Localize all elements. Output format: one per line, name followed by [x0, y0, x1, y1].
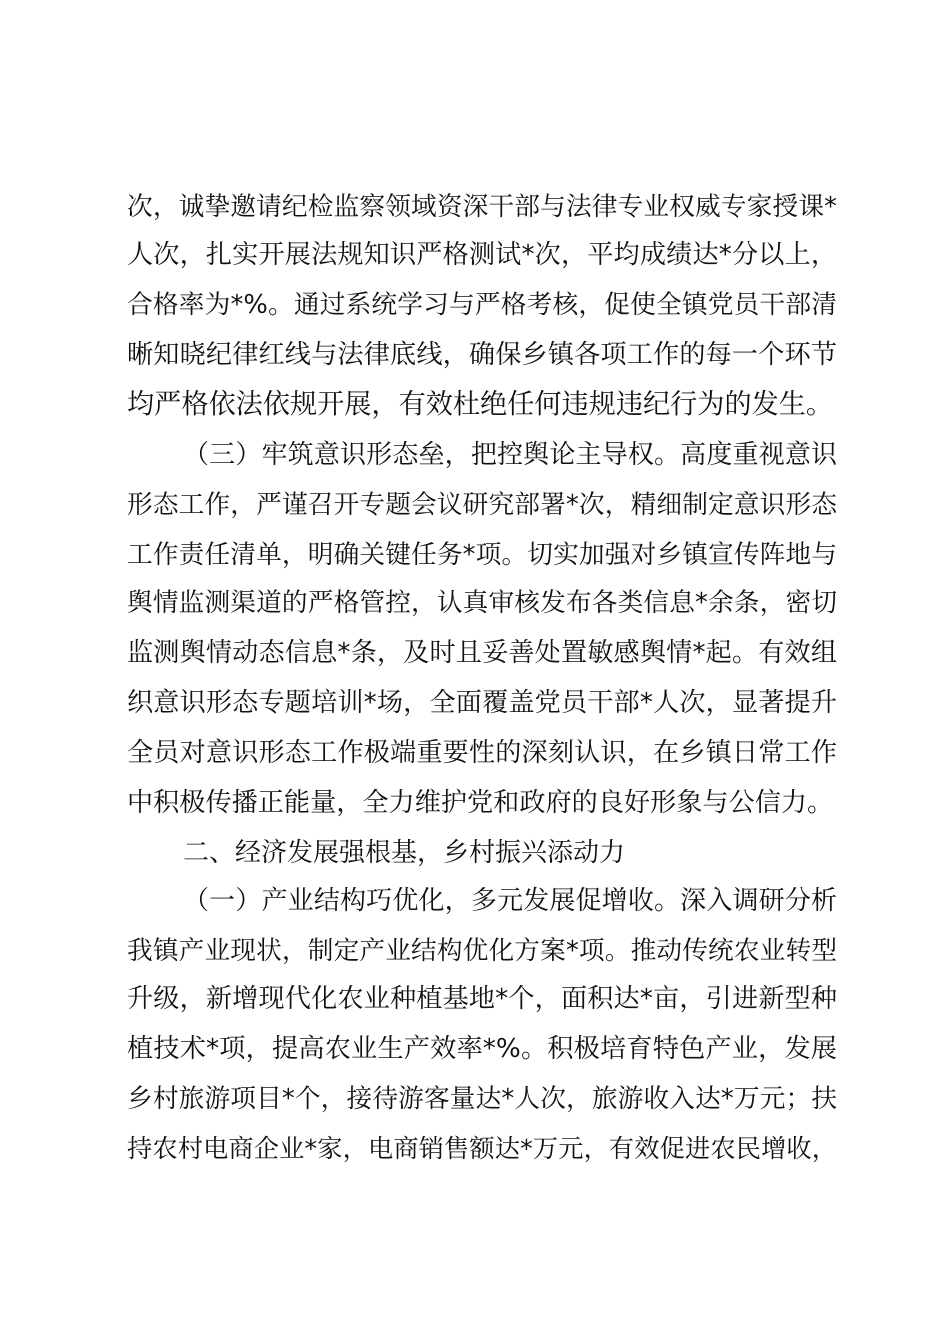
body-text-line: 织意识形态专题培训*场，全面覆盖党员干部*人次，显著提升 — [127, 688, 837, 718]
body-text-line: 持农村电商企业*家，电商销售额达*万元，有效促进农民增收， — [127, 1134, 837, 1163]
body-text-line: 乡村旅游项目*个，接待游客量达*人次，旅游收入达*万元；扶 — [127, 1084, 837, 1114]
body-text-line: 舆情监测渠道的严格管控，认真审核发布各类信息*余条，密切 — [127, 588, 837, 618]
body-text-line: 均严格依法依规开展，有效杜绝任何违规违纪行为的发生。 — [127, 389, 834, 420]
body-text-line: 次，诚挚邀请纪检监察领域资深干部与法律专业权威专家授课* — [127, 192, 837, 222]
body-text-line: 全员对意识形态工作极端重要性的深刻认识，在乡镇日常工作 — [127, 738, 837, 768]
paragraph-first-line: （一）产业结构巧优化，多元发展促增收。深入调研分析 — [183, 886, 837, 916]
body-text-line: 中积极传播正能量，全力维护党和政府的良好形象与公信力。 — [127, 788, 834, 818]
body-text-line: 植技术*项，提高农业生产效率*%。积极培育特色产业，发展 — [127, 1034, 837, 1064]
body-text-line: 升级，新增现代化农业种植基地*个，面积达*亩，引进新型种 — [127, 984, 837, 1014]
body-text-line: 形态工作，严谨召开专题会议研究部署*次，精细制定意识形态 — [127, 490, 837, 520]
body-text-line: 监测舆情动态信息*条，及时且妥善处置敏感舆情*起。有效组 — [127, 638, 837, 668]
body-text-line: 合格率为*%。通过系统学习与严格考核，促使全镇党员干部清 — [127, 290, 837, 320]
body-text-line: 人次，扎实开展法规知识严格测试*次，平均成绩达*分以上， — [127, 240, 837, 270]
body-text-line: 工作责任清单，明确关键任务*项。切实加强对乡镇宣传阵地与 — [127, 540, 837, 570]
paragraph-first-line: （三）牢筑意识形态垒，把控舆论主导权。高度重视意识 — [183, 440, 837, 470]
body-text-line: 晰知晓纪律红线与法律底线，确保乡镇各项工作的每一个环节 — [127, 340, 837, 370]
body-text-line: 我镇产业现状，制定产业结构优化方案*项。推动传统农业转型 — [127, 936, 837, 966]
section-heading: 二、经济发展强根基，乡村振兴添动力 — [183, 838, 626, 868]
